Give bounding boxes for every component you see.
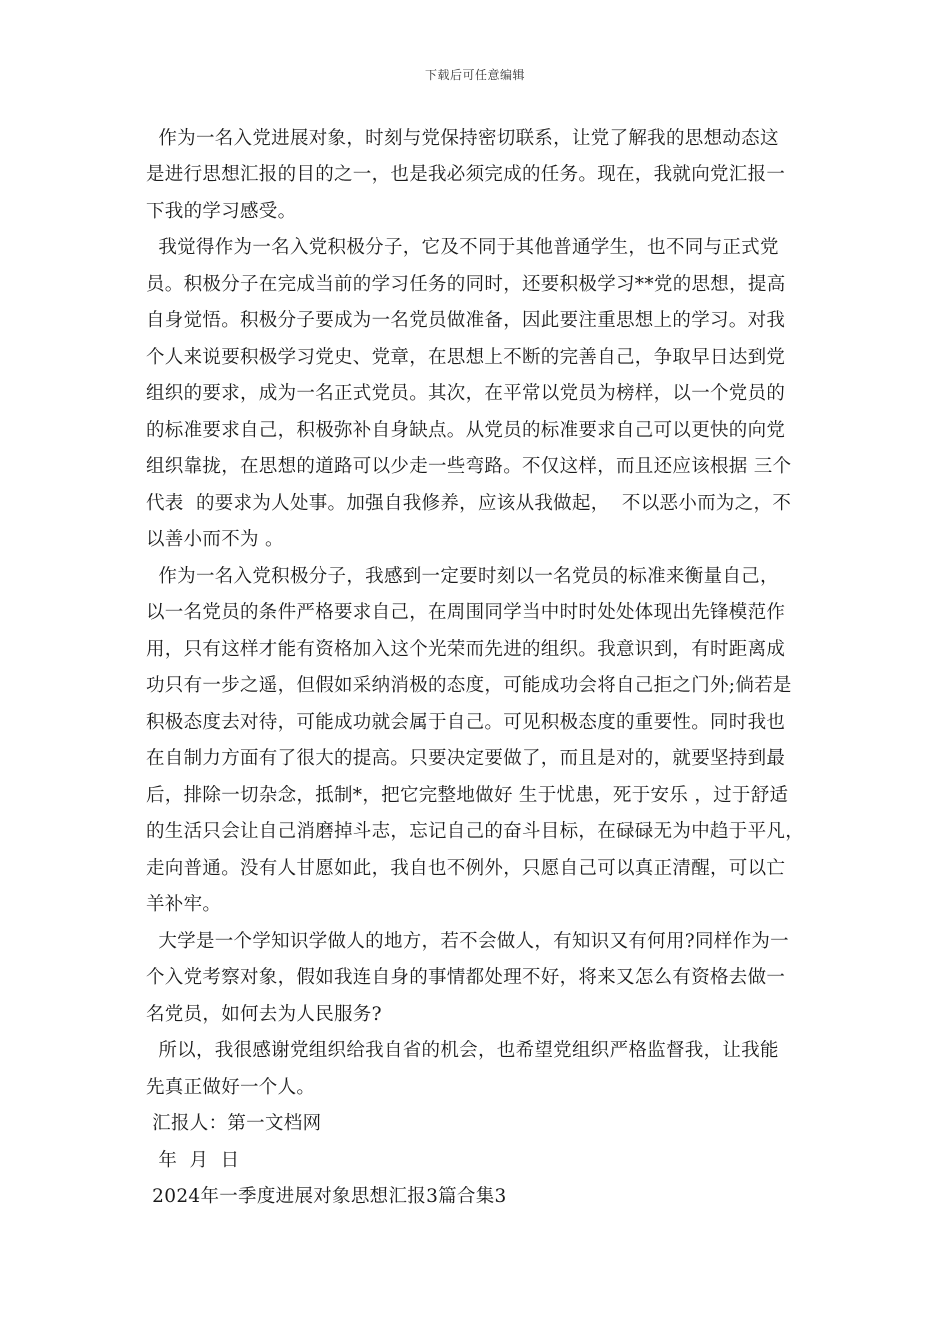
page-header: 下载后可任意编辑 — [424, 68, 525, 82]
text-line: 后，排除一切杂念，抵制*，把它完整地做好 生于忧患，死于安乐 ，过于舒适 — [146, 785, 789, 806]
text-line: 下我的学习感受。 — [146, 201, 297, 222]
text-line: 组织靠拢，在思想的道路可以少走一些弯路。不仅这样，而且还应该根据 三个 — [146, 456, 792, 477]
text-line: 功只有一步之遥，但假如采纳消极的态度，可能成功会将自己拒之门外;倘若是 — [146, 675, 792, 696]
text-line: 羊补牢。 — [146, 894, 222, 915]
text-line: 以善小而不为 。 — [146, 529, 284, 550]
text-line: 自身觉悟。积极分子要成为一名党员做准备，因此要注重思想上的学习。对我 — [146, 310, 786, 331]
text-line: 所以，我很感谢党组织给我自省的机会，也希望党组织严格监督我，让我能 — [146, 1040, 779, 1061]
text-line: 在自制力方面有了很大的提高。只要决定要做了，而且是对的，就要坚持到最 — [146, 748, 786, 769]
text-line: 组织的要求，成为一名正式党员。其次，在平常以党员为榜样，以一个党员的 — [146, 383, 786, 404]
text-line: 走向普通。没有人甘愿如此，我自也不例外，只愿自己可以真正清醒，可以亡 — [146, 858, 786, 879]
text-line: 作为一名入党进展对象，时刻与党保持密切联系，让党了解我的思想动态这 — [146, 128, 779, 149]
text-line: 大学是一个学知识学做人的地方，若不会做人，有知识又有何用?同样作为一 — [146, 931, 789, 952]
text-line: 以一名党员的条件严格要求自己，在周围同学当中时时处处体现出先锋模范作 — [146, 602, 786, 623]
text-line: 作为一名入党积极分子，我感到一定要时刻以一名党员的标准来衡量自己， — [146, 566, 779, 587]
text-line: 积极态度去对待，可能成功就会属于自己。可见积极态度的重要性。同时我也 — [146, 712, 786, 733]
date-line: 年 月 日 — [146, 1150, 240, 1171]
text-line: 是进行思想汇报的目的之一，也是我必须完成的任务。现在，我就向党汇报一 — [146, 164, 786, 185]
text-line: 代表 的要求为人处事。加强自我修养，应该从我做起， 不以恶小而为之，不 — [146, 493, 792, 514]
text-line: 名党员，如何去为人民服务? — [146, 1004, 382, 1025]
text-line: 的生活只会让自己消磨掉斗志，忘记自己的奋斗目标，在碌碌无为中趋于平凡， — [146, 821, 805, 842]
text-line: 我觉得作为一名入党积极分子，它及不同于其他普通学生，也不同与正式党 — [146, 237, 779, 258]
collection-title: 2024年一季度进展对象思想汇报3篇合集3 — [146, 1186, 507, 1207]
text-line: 个人来说要积极学习党史、党章，在思想上不断的完善自己，争取早日达到党 — [146, 347, 786, 368]
text-line: 先真正做好一个人。 — [146, 1077, 316, 1098]
text-line: 员。积极分子在完成当前的学习任务的同时，还要积极学习**党的思想，提高 — [146, 274, 786, 295]
text-line: 个入党考察对象，假如我连自身的事情都处理不好，将来又怎么有资格去做一 — [146, 967, 786, 988]
text-line: 的标准要求自己，积极弥补自身缺点。从党员的标准要求自己可以更快的向党 — [146, 420, 786, 441]
text-line: 用，只有这样才能有资格加入这个光荣而先进的组织。我意识到，有时距离成 — [146, 639, 786, 660]
reporter-line: 汇报人：第一文档网 — [146, 1113, 322, 1134]
